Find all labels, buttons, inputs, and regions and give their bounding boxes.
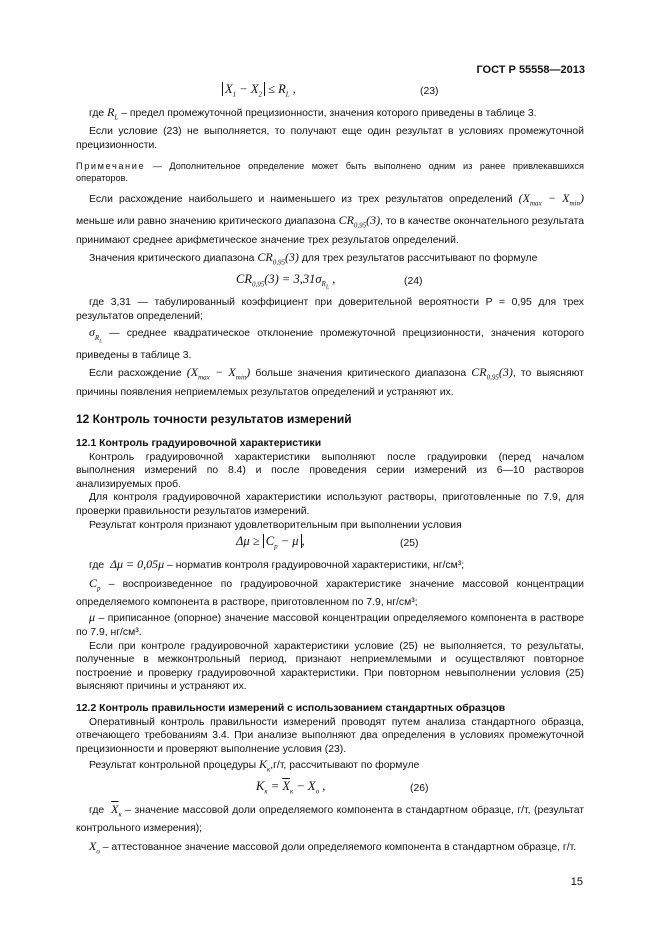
paragraph-reference-sample: Оперативный контроль правильности измерений проводят путем анализа стандартного образца, отвечающего требованиям 3.4. При анализе выполняют два определения в условиях промежуточной прецизионности и проверяют выполнение условия (23). xyxy=(76,716,584,755)
paragraph-calibration-solutions: Для контроля градуировочной характеристики используют растворы, приготовленные по 7.9, для проверки правильности результатов измерений. xyxy=(76,492,584,518)
formula-25 xyxy=(76,533,584,555)
paragraph-condition-25-failed: Если при контроле градуировочной характеристики условие (25) не выполняется, то результаты, полученные в межконтрольный период, признают неприемлемыми и осуществляют повторное построение и проверку градуировочной характеристики. При повторном невыполнении условия (25) выясняют причины и устраняют их. xyxy=(76,640,584,693)
symbol-cr: $CR_{0,95}(3)$ xyxy=(338,212,381,229)
page-number: 15 xyxy=(570,876,583,888)
symbol-rl: $R_L$ xyxy=(107,105,119,122)
control-result-text-a: Результат контрольной процедуры xyxy=(89,760,257,772)
paragraph-cr-formula-intro xyxy=(76,251,584,270)
range-check-text-a: Если расхождение наибольшего и наименьшего из трех результатов определений xyxy=(89,194,513,206)
formula-26 xyxy=(76,778,584,800)
symbol-dmu: Δμ = 0,05μ xyxy=(109,557,165,572)
xk-definition-text: – значение массовой доли определяемого компонента в стандартном образце, г/т, (результат контрольного измерения); xyxy=(76,805,585,835)
symbol-sigma-rl: $\sigma_{R_L}$ xyxy=(89,325,102,344)
dmu-definition-text: – норматив контроля градуировочной характеристики, нг/см³; xyxy=(167,560,465,572)
formula-23-expression: $X_1 - X_2 \le R_L$ , xyxy=(222,83,296,102)
paragraph-sigma-definition xyxy=(76,326,584,362)
range-check-text-b: меньше или равно значению критического диапазона xyxy=(76,215,336,227)
cr-intro-text-a: Значения критического диапазона xyxy=(89,252,255,264)
paragraph-calibration-control: Контроль градуировочной характеристики выполняют после градуировки (перед началом выполнения измерений по 8.4) и после проведения серии измерений из 6—10 растворов анализируемых проб. xyxy=(76,451,584,490)
range-exceeded-text-a: Если расхождение xyxy=(89,368,182,380)
note xyxy=(76,160,584,184)
document-code-header: ГОСТ Р 55558—2013 xyxy=(476,64,585,76)
paragraph-range-exceeded xyxy=(76,364,584,401)
paragraph-xo-definition xyxy=(76,840,584,859)
note-text: — Дополнительное определение может быть выполнено одним из ранее привлекавшихся операторов. xyxy=(76,161,584,184)
symbol-xmax-xmin: $(X_{max} - X_{min})$ xyxy=(518,191,584,208)
range-exceeded-text-c: , то выясняют причины появления неприемлемых результатов определений и устраняют их. xyxy=(76,368,584,399)
symbol-cr: $CR_{0,95}(3)$ xyxy=(257,249,299,267)
paragraph-range-check xyxy=(76,190,584,249)
abs-value-bars: $C_p - \mu$ xyxy=(263,534,302,548)
range-exceeded-text-b: больше значения критического диапазона xyxy=(255,368,467,380)
symbol-cr: $CR_{0,95}(3)$ xyxy=(471,365,513,382)
abs-value-bars: $X_1 - X_2$ xyxy=(222,82,265,96)
range-check-text-c: , то в качестве окончательного результата принимают среднее арифметическое значение трех результатов определений. xyxy=(76,215,584,246)
paragraph-cp-definition xyxy=(76,577,584,610)
where-word: где xyxy=(89,108,105,119)
formula-24 xyxy=(76,271,584,293)
symbol-cp: $C_p$ xyxy=(89,575,101,593)
paragraph-satisfactory-condition: Результат контроля признают удовлетворительным при выполнении условия xyxy=(89,519,462,531)
paragraph-xk-definition xyxy=(76,803,584,836)
sigma-definition-text: — среднее квадратическое отклонение промежуточной прецизионности, значения которого приведены в таблице 3. xyxy=(76,328,584,361)
paragraph-dmu-definition xyxy=(76,558,584,573)
cr-intro-text-b: для трех результатов рассчитывают по формуле xyxy=(301,252,538,264)
paragraph-condition-23: Если условие (23) не выполняется, то получают еще один результат в условиях промежуточной прецизионности. xyxy=(76,125,584,151)
symbol-mu: μ xyxy=(89,610,96,625)
formula-25-expression: $\Delta\mu \ge C_p - \mu$ , xyxy=(236,534,305,551)
control-result-text-b: ,г/т, рассчитывают по формуле xyxy=(270,760,420,772)
formula-24-expression: $CR_{0,95}(3) = 3,31\sigma_{R_L}$ , xyxy=(236,271,336,291)
section-12-heading: 12 Контроль точности результатов измерений xyxy=(76,412,352,427)
cp-definition-text: – воспроизведенное по градуировочной характеристике значение массовой концентрации определяемого компонента в растворе, приготовленном по 7.9, нг/см³; xyxy=(76,578,584,608)
rl-definition-text: – предел промежуточной прецизионности, значения которого приведены в таблице 3. xyxy=(121,108,537,119)
symbol-xmax-xmin: $(X_{max} - X_{min})$ xyxy=(186,365,251,382)
symbol-kk: $K_к$ xyxy=(258,757,271,774)
symbol-xk: $\overline{X}_к$ xyxy=(111,802,122,819)
paragraph-control-result xyxy=(76,758,584,777)
formula-23 xyxy=(76,81,584,103)
paragraph-coefficient: где 3,31 — табулированный коэффициент при доверительной вероятности P = 0,95 для трех результатов определений; xyxy=(76,296,584,322)
formula-26-expression: $K_к = \overline{X}_к - X_о$ , xyxy=(256,779,326,796)
xo-definition-text: – аттестованное значение массовой доли определяемого компонента в стандартном образце, г/т. xyxy=(102,841,577,853)
section-12-1-heading: 12.1 Контроль градуировочной характеристики xyxy=(76,438,322,450)
mu-definition-text: – приписанное (опорное) значение массовой концентрации определяемого компонента в растворе по 7.9, нг/см³. xyxy=(76,613,585,638)
paragraph-mu-definition xyxy=(76,611,584,639)
where-word: где xyxy=(89,560,105,572)
overline-x: $\overline{X}$ xyxy=(282,779,290,794)
symbol-xo: $X_о$ xyxy=(89,838,100,856)
formula-23-number: (23) xyxy=(420,86,439,97)
note-label: Примечание xyxy=(76,161,146,172)
paragraph-rl-definition xyxy=(76,106,584,125)
section-12-2-heading: 12.2 Контроль правильности измерений с использованием стандартных образцов xyxy=(76,702,506,714)
formula-25-number: (25) xyxy=(400,538,419,550)
formula-26-number: (26) xyxy=(410,783,429,795)
formula-24-number: (24) xyxy=(404,275,423,287)
page-content xyxy=(76,80,584,859)
where-word: где xyxy=(89,805,105,817)
